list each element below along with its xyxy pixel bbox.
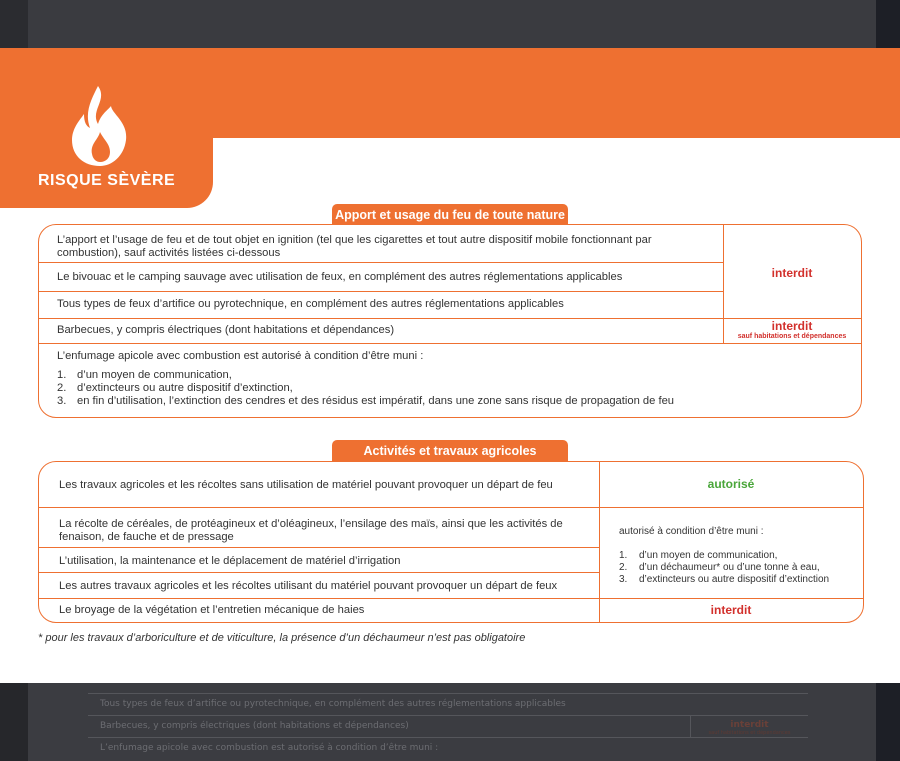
row-divider	[39, 318, 861, 319]
risk-card	[0, 48, 900, 683]
row-divider	[39, 343, 861, 344]
list-text: d’un déchaumeur* ou d’une tonne à eau,	[639, 562, 820, 573]
list-number: 1.	[57, 369, 67, 381]
status-autorise: autorisé	[707, 477, 755, 491]
risk-badge	[0, 48, 213, 208]
row-divider	[39, 572, 599, 573]
table-row-text: L’apport et l’usage de feu et de tout objet en ignition (tel que les cigarettes et tout autre dispositif mobile fonctionnant par combustion), sauf activités listées ci-dessous	[57, 234, 652, 259]
enfumage-block	[57, 350, 847, 408]
condition-list	[619, 550, 859, 586]
row-divider	[39, 291, 723, 292]
list-number: 2.	[57, 382, 67, 394]
table-row-text: Le broyage de la végétation et l’entretien mécanique de haies	[59, 604, 365, 616]
background-status-note: sauf habitations et dépendances	[708, 730, 791, 736]
risk-level-label: RISQUE SÈVÈRE	[38, 172, 176, 189]
background-status: interdit sauf habitations et dépendances	[690, 716, 808, 738]
row-divider	[39, 507, 864, 508]
row-divider	[39, 262, 723, 263]
background-page-top	[0, 0, 900, 48]
status-interdit: interdit	[710, 603, 752, 617]
list-item	[619, 574, 859, 586]
table-row-text: La récolte de céréales, de protéagineux et d’oléagineux, l’ensilage des maïs, ainsi que les activités de fenaison, de fauche et de pressage	[59, 518, 563, 543]
list-item	[57, 395, 847, 408]
background-row-text: Tous types de feux d’artifice ou pyrotechnique, en complément des autres réglementations applicables	[100, 699, 566, 709]
list-number: 3.	[619, 574, 628, 585]
agricultural-table	[38, 461, 864, 623]
list-item	[619, 550, 859, 562]
status-interdit: interdit	[771, 319, 813, 333]
background-row-text: Barbecues, y compris électriques (dont habitations et dépendances)	[100, 721, 409, 731]
list-text: d’un moyen de communication,	[77, 369, 232, 381]
background-row	[88, 693, 808, 715]
fire-usage-table	[38, 224, 862, 418]
footnote: * pour les travaux d’arboriculture et de viticulture, la présence d’un déchaumeur n’est pas obligatoire	[38, 632, 526, 644]
table-row-text: Tous types de feux d’artifice ou pyrotechnique, en complément des autres réglementations applicables	[57, 298, 564, 310]
list-number: 1.	[619, 550, 628, 561]
list-text: en fin d’utilisation, l’extinction des cendres et des résidus est impératif, dans une zone sans risque de propagation de feu	[77, 395, 675, 407]
enfumage-intro: L’enfumage apicole avec combustion est autorisé à condition d’être muni :	[57, 350, 424, 362]
list-item	[57, 369, 847, 382]
row-divider	[39, 598, 864, 599]
list-item	[619, 562, 859, 574]
background-row	[88, 715, 808, 737]
background-sheet	[28, 0, 876, 48]
list-text: d’extincteurs ou autre dispositif d’extinction	[639, 574, 830, 585]
table-row-text: Barbecues, y compris électriques (dont habitations et dépendances)	[57, 324, 395, 336]
table-row-text: L’utilisation, la maintenance et le déplacement de matériel d’irrigation	[59, 555, 401, 567]
background-edge	[876, 0, 900, 48]
list-number: 3.	[57, 395, 67, 407]
table-row-text: Le bivouac et le camping sauvage avec utilisation de feux, en complément des autres réglementations applicables	[57, 271, 623, 283]
section-title-agricultural: Activités et travaux agricoles	[332, 440, 568, 462]
background-edge	[876, 683, 900, 761]
flame-icon	[68, 84, 132, 168]
list-text: d’un moyen de communication,	[639, 550, 778, 561]
status-note: sauf habitations et dépendances	[737, 333, 847, 340]
list-item	[57, 382, 847, 395]
condition-intro: autorisé à condition d’être muni :	[619, 526, 764, 537]
background-row	[88, 737, 808, 759]
table-row-text: Les autres travaux agricoles et les récoltes utilisant du matériel pouvant provoquer un départ de feux	[59, 580, 558, 592]
table-row-text: Les travaux agricoles et les récoltes sans utilisation de matériel pouvant provoquer un départ de feu	[59, 479, 553, 491]
background-row-text: L’enfumage apicole avec combustion est autorisé à condition d’être muni :	[100, 743, 439, 753]
row-divider	[39, 547, 599, 548]
section-title-fire-usage: Apport et usage du feu de toute nature	[332, 204, 568, 226]
list-number: 2.	[619, 562, 628, 573]
barbecue-status	[723, 320, 861, 340]
list-text: d’extincteurs ou autre dispositif d’extinction,	[77, 382, 293, 394]
condition-block	[619, 526, 859, 586]
enfumage-list	[57, 369, 847, 408]
status-interdit: interdit	[771, 266, 813, 280]
